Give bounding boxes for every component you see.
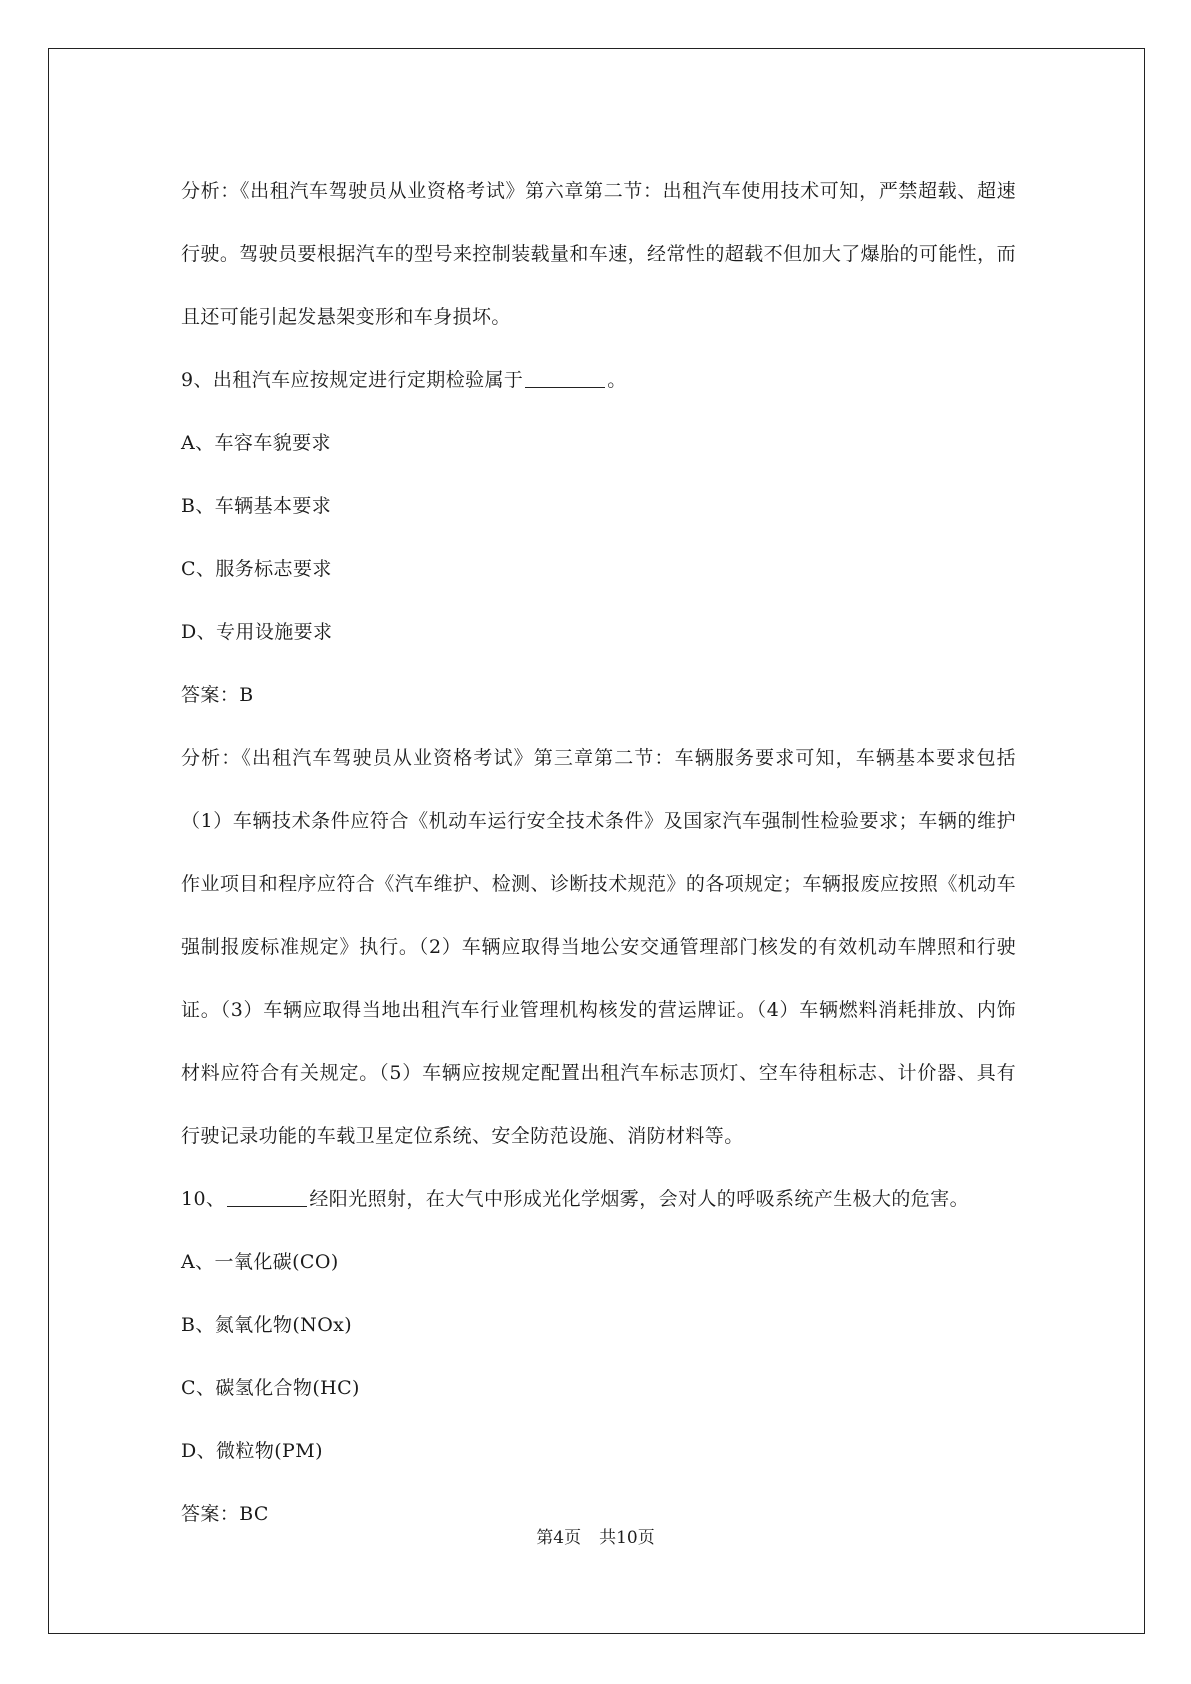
question-9-end: 。	[607, 369, 627, 391]
option-d: D、专用设施要求	[181, 621, 333, 643]
question-10-number: 10、	[181, 1188, 226, 1210]
answer-q10: 答案：BC	[181, 1503, 269, 1525]
question-10	[181, 1168, 1016, 1231]
question-10-text: 经阳光照射，在大气中形成光化学烟雾，会对人的呼吸系统产生极大的危害。	[309, 1188, 969, 1210]
page-number: 第4页	[536, 1528, 582, 1548]
question-9	[181, 349, 1016, 412]
answer-blank	[525, 368, 605, 388]
option-c: C、碳氢化合物(HC)	[181, 1377, 360, 1399]
answer-blank	[227, 1187, 307, 1207]
analysis-q9: 分析：《出租汽车驾驶员从业资格考试》第三章第二节：车辆服务要求可知，车辆基本要求包括（1）车辆技术条件应符合《机动车运行安全技术条件》及国家汽车强制性检验要求；车辆的维护作业项目和程序应符合《汽车维护、检测、诊断技术规范》的各项规定；车辆报废应按照《机动车强制报废标准规定》执行。（2）车辆应取得当地公安交通管理部门核发的有效机动车牌照和行驶证。（3）车辆应取得当地出租汽车行业管理机构核发的营运牌证。（4）车辆燃料消耗排放、内饰材料应符合有关规定。（5）车辆应按规定配置出租汽车标志顶灯、空车待租标志、计价器、具有行驶记录功能的车载卫星定位系统、安全防范设施、消防材料等。	[181, 747, 1016, 1147]
analysis-q8: 分析：《出租汽车驾驶员从业资格考试》第六章第二节：出租汽车使用技术可知，严禁超载、超速行驶。驾驶员要根据汽车的型号来控制装载量和车速，经常性的超载不但加大了爆胎的可能性，而且还可能引起发悬架变形和车身损坏。	[181, 180, 1016, 328]
answer-q9: 答案：B	[181, 684, 254, 706]
option-a: A、车容车貌要求	[181, 432, 331, 454]
option-b: B、车辆基本要求	[181, 495, 332, 517]
option-c: C、服务标志要求	[181, 558, 332, 580]
option-d: D、微粒物(PM)	[181, 1440, 323, 1462]
page-footer	[0, 1523, 1191, 1548]
option-a: A、一氧化碳(CO)	[181, 1251, 339, 1273]
document-body	[181, 160, 1016, 1546]
question-9-text: 9、出租汽车应按规定进行定期检验属于	[181, 369, 524, 391]
page-total: 共10页	[599, 1528, 655, 1548]
option-b: B、氮氧化物(NOx)	[181, 1314, 353, 1336]
